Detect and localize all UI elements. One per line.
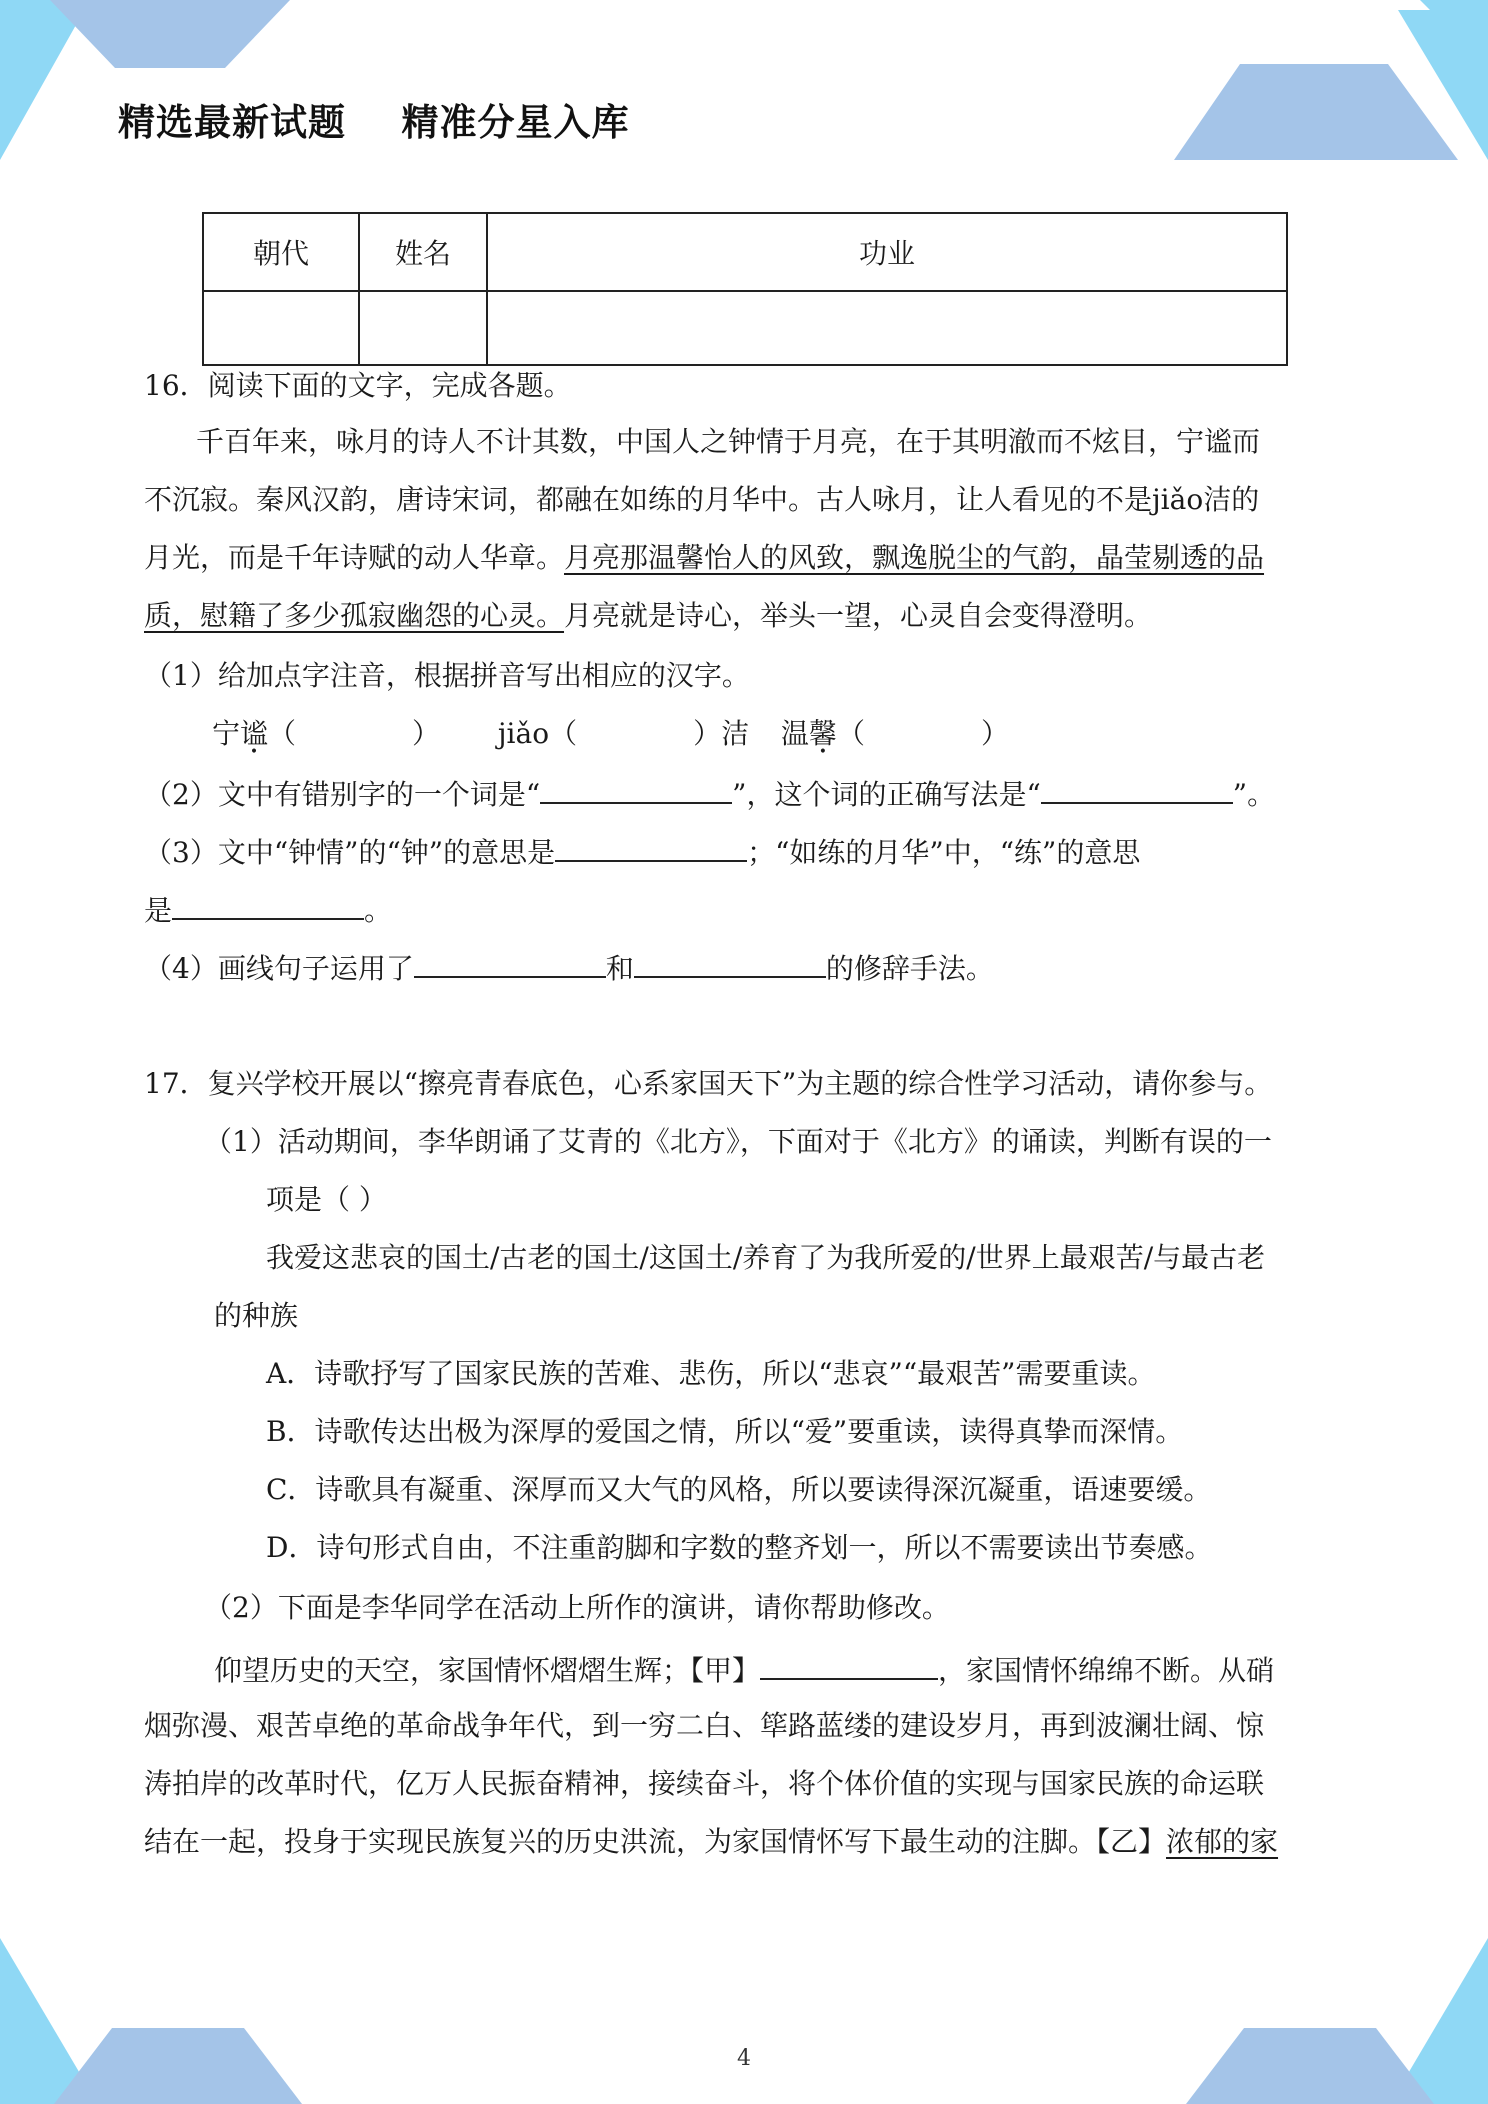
table-cell-name[interactable]	[359, 291, 487, 365]
answer-blank[interactable]	[555, 830, 747, 862]
q16-sub3-cont	[144, 888, 392, 931]
text: ，家国情怀绵绵不断。从硝	[938, 1654, 1275, 1687]
q16-passage-line	[144, 596, 1152, 636]
text: （3）文中“钟情”的“钟”的意思是	[144, 836, 556, 869]
q17-sub2: （2）下面是李华同学在活动上所作的演讲，请你帮助修改。	[204, 1591, 950, 1624]
text: 仰望历史的天空，家国情怀熠熠生辉；【甲】	[214, 1654, 761, 1687]
q16-sub1: （1）给加点字注音，根据拼音写出相应的汉字。	[144, 659, 750, 692]
text: ；“如练的月华”中，“练”的意思	[747, 836, 1141, 869]
option-b[interactable]: B．诗歌传达出极为深厚的爱国之情，所以“爱”要重读，读得真挚而深情。	[266, 1415, 1184, 1448]
text: 的修辞手法。	[825, 952, 994, 985]
text: （4）画线句子运用了	[144, 952, 414, 985]
answer-blank[interactable]	[1041, 772, 1233, 804]
table-cell-achievement[interactable]	[487, 291, 1287, 365]
text: 是	[144, 894, 173, 927]
underlined-sentence: 质，慰籍了多少孤寂幽怨的心灵。	[144, 599, 565, 632]
text: 和	[605, 952, 634, 985]
q17-sub1-cont: 项是（ ）	[266, 1183, 387, 1216]
table-header-name: 姓名	[359, 213, 487, 291]
text: ”，这个词的正确写法是“	[732, 778, 1041, 811]
answer-blank[interactable]	[414, 946, 606, 978]
answer-blank[interactable]	[172, 888, 364, 920]
text: 。	[364, 894, 393, 927]
underlined-phrase: 浓郁的家	[1166, 1825, 1279, 1858]
text: （2）文中有错别字的一个词是“	[144, 778, 541, 811]
underlined-sentence: 月亮那温馨怡人的风致，飘逸脱尘的气韵，晶莹剔透的品	[564, 541, 1265, 574]
q16-passage-line: 不沉寂。秦风汉韵，唐诗宋词，都融在如练的月华中。古人咏月，让人看见的不是jiǎo洁的	[144, 483, 1260, 516]
top-left-trapezoid	[50, 0, 290, 68]
paren-close: ）	[412, 717, 441, 750]
speech-line	[144, 1822, 1278, 1862]
table-row	[203, 291, 1287, 365]
option-c[interactable]: C．诗歌具有凝重、深厚而又大气的风格，所以要读得深沉凝重，语速要缓。	[266, 1473, 1212, 1506]
q17-title: 17．复兴学校开展以“擦亮青春底色，心系家国天下”为主题的综合性学习活动，请你参与。	[144, 1067, 1273, 1100]
text: 结在一起，投身于实现民族复兴的历史洪流，为家国情怀写下最生动的注脚。【乙】	[144, 1825, 1167, 1858]
table-cell-dynasty[interactable]	[203, 291, 359, 365]
passage-text: 月亮就是诗心，举头一望，心灵自会变得澄明。	[564, 599, 1153, 632]
q16-passage-line: 千百年来，咏月的诗人不计其数，中国人之钟情于月亮，在于其明澈而不炫目，宁谧而	[196, 425, 1261, 458]
q16-sub3	[144, 830, 1140, 873]
paren-close: ）	[980, 717, 1009, 750]
text: ”。	[1232, 778, 1276, 811]
item2-char: ）洁	[693, 717, 750, 750]
item1-char: 宁	[212, 717, 241, 750]
poem-line: 的种族	[214, 1299, 299, 1332]
poem-line: 我爱这悲哀的国土/古老的国土/这国土/养育了为我所爱的/世界上最艰苦/与最古老	[266, 1241, 1266, 1274]
answer-blank[interactable]	[540, 772, 732, 804]
dynasty-table	[202, 212, 1288, 366]
speech-line	[214, 1648, 1274, 1691]
dotted-char: 馨	[808, 717, 837, 750]
pinyin-jiao: jiǎo（	[497, 717, 578, 750]
passage-text: 月光，而是千年诗赋的动人华章。	[144, 541, 565, 574]
speech-line: 涛拍岸的改革时代，亿万人民振奋精神，接续奋斗，将个体价值的实现与国家民族的命运联	[144, 1767, 1265, 1800]
paren-open: （	[836, 717, 865, 750]
q16-sub2	[144, 772, 1275, 815]
q16-sub1-items	[212, 714, 1009, 754]
table-header-dynasty: 朝代	[203, 213, 359, 291]
answer-blank-jia[interactable]	[760, 1648, 938, 1680]
speech-line: 烟弥漫、艰苦卓绝的革命战争年代，到一穷二白、筚路蓝缕的建设岁月，再到波澜壮阔、惊	[144, 1709, 1265, 1742]
top-right-trapezoid	[1174, 64, 1458, 160]
header-title: 精选最新试题 精准分星入库	[118, 101, 630, 144]
table-header-row	[203, 213, 1287, 291]
q16-title: 16．阅读下面的文字，完成各题。	[144, 369, 572, 402]
q16-passage-line	[144, 538, 1264, 578]
q17-sub1: （1）活动期间，李华朗诵了艾青的《北方》，下面对于《北方》的诵读，判断有误的一	[204, 1125, 1272, 1158]
page-number: 4	[737, 2046, 751, 2071]
q16-sub4	[144, 946, 994, 989]
paren-open: （	[268, 717, 297, 750]
table-header-achievement: 功业	[487, 213, 1287, 291]
item3-char: 温	[780, 717, 809, 750]
dotted-char: 谧	[240, 717, 269, 750]
answer-blank[interactable]	[634, 946, 826, 978]
option-a[interactable]: A．诗歌抒写了国家民族的苦难、悲伤，所以“悲哀”“最艰苦”需要重读。	[266, 1357, 1156, 1390]
option-d[interactable]: D．诗句形式自由，不注重韵脚和字数的整齐划一，所以不需要读出节奏感。	[266, 1531, 1213, 1564]
